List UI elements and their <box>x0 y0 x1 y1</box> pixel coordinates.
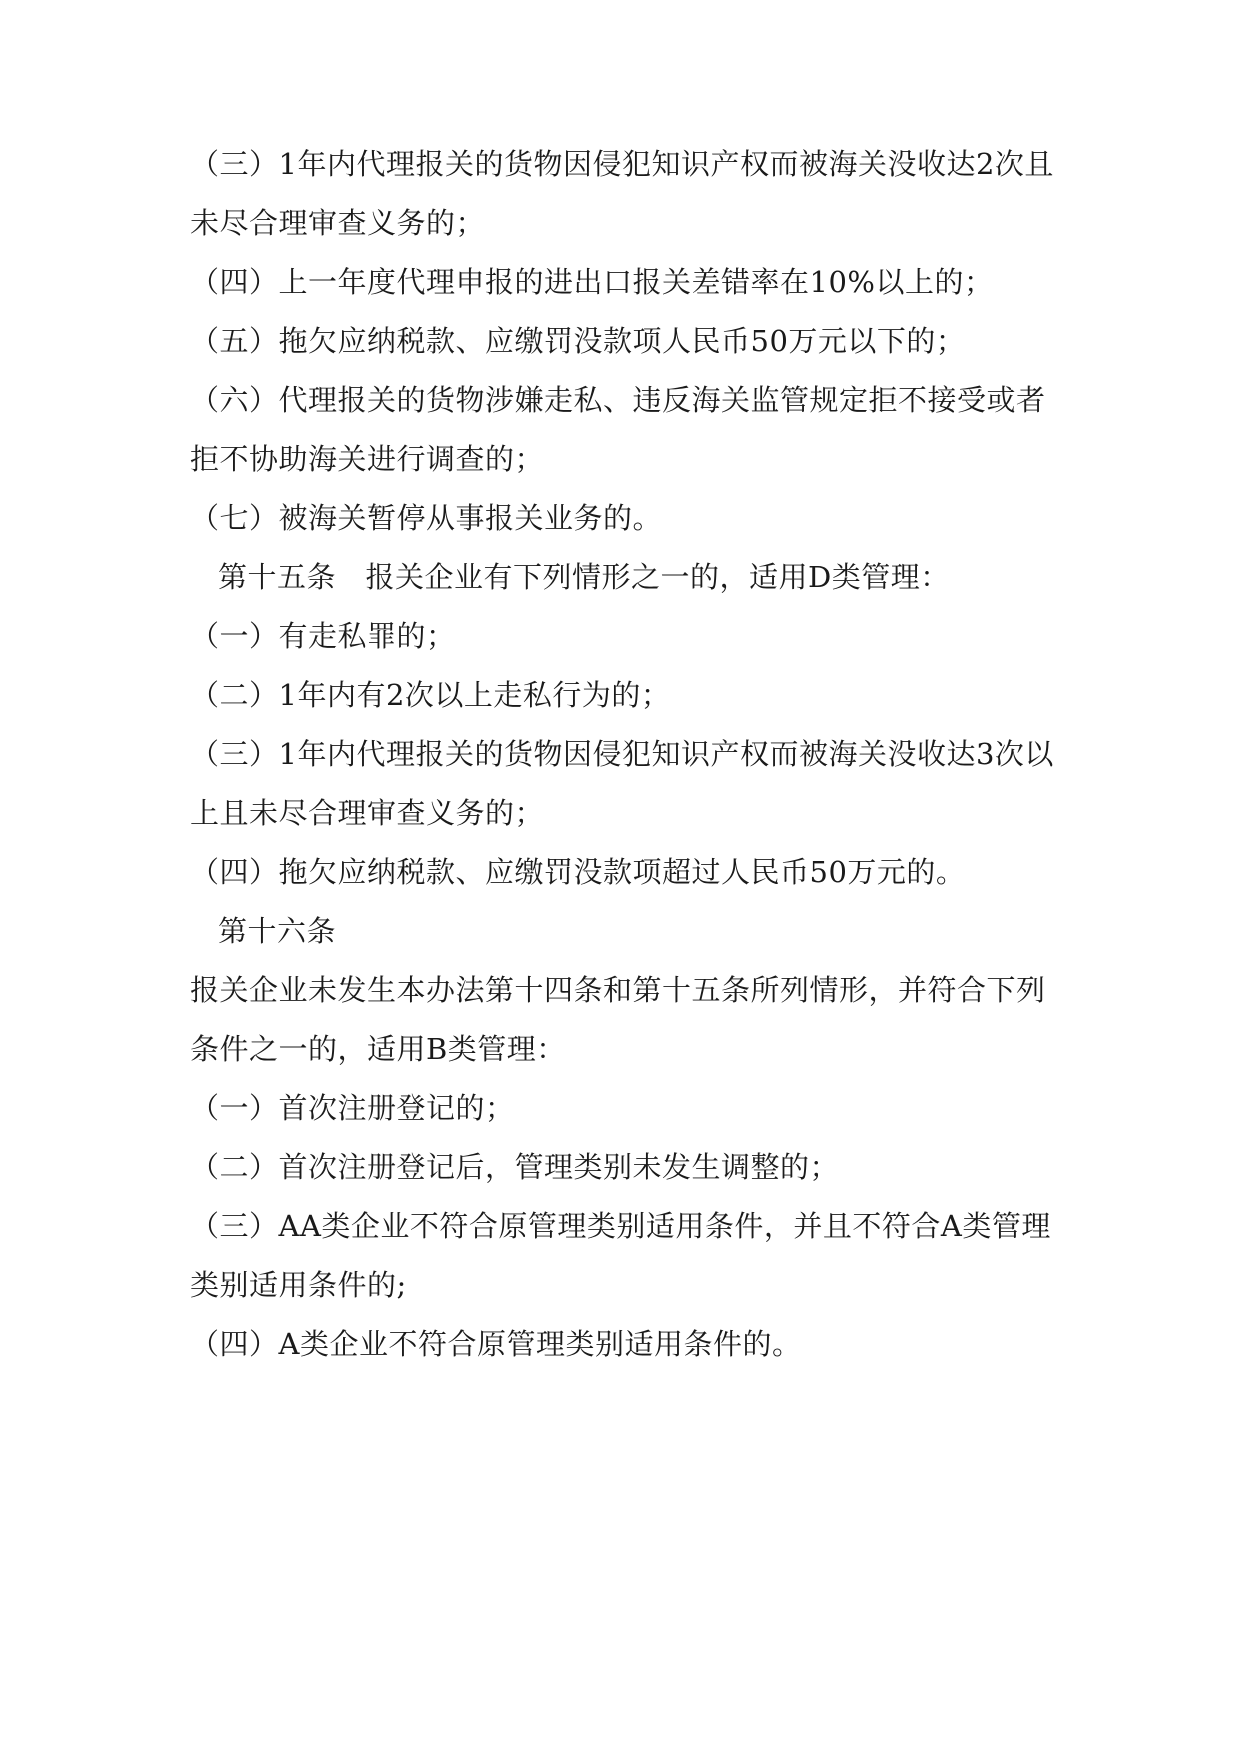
text-line: （一）首次注册登记的； <box>190 1091 515 1125</box>
text-line: （二）1年内有2次以上走私行为的； <box>190 678 671 712</box>
text-line: 未尽合理审查义务的； <box>190 206 486 240</box>
text-line: （四）A类企业不符合原管理类别适用条件的。 <box>190 1327 802 1361</box>
text-line: 报关企业未发生本办法第十四条和第十五条所列情形，并符合下列 <box>190 973 1046 1007</box>
article-heading: 第十五条 报关企业有下列情形之一的，适用D类管理： <box>218 560 950 594</box>
article-heading: 第十六条 <box>218 914 337 948</box>
text-line: 上且未尽合理审查义务的； <box>190 796 545 830</box>
text-line: （六）代理报关的货物涉嫌走私、违反海关监管规定拒不接受或者 <box>190 383 1046 417</box>
text-line: （三）AA类企业不符合原管理类别适用条件，并且不符合A类管理 <box>190 1209 1051 1243</box>
text-line: （七）被海关暂停从事报关业务的。 <box>190 501 663 535</box>
text-line: （五）拖欠应纳税款、应缴罚没款项人民币50万元以下的； <box>190 324 966 358</box>
text-line: 条件之一的，适用B类管理： <box>190 1032 566 1066</box>
text-line: （三）1年内代理报关的货物因侵犯知识产权而被海关没收达2次且 <box>190 147 1054 181</box>
text-line: 类别适用条件的; <box>190 1268 407 1302</box>
text-line: （四）上一年度代理申报的进出口报关差错率在10%以上的； <box>190 265 994 299</box>
text-line: 拒不协助海关进行调查的； <box>190 442 545 476</box>
text-line: （三）1年内代理报关的货物因侵犯知识产权而被海关没收达3次以 <box>190 737 1054 771</box>
text-line: （四）拖欠应纳税款、应缴罚没款项超过人民币50万元的。 <box>190 855 966 889</box>
text-line: （二）首次注册登记后，管理类别未发生调整的； <box>190 1150 840 1184</box>
text-line: （一）有走私罪的； <box>190 619 456 653</box>
